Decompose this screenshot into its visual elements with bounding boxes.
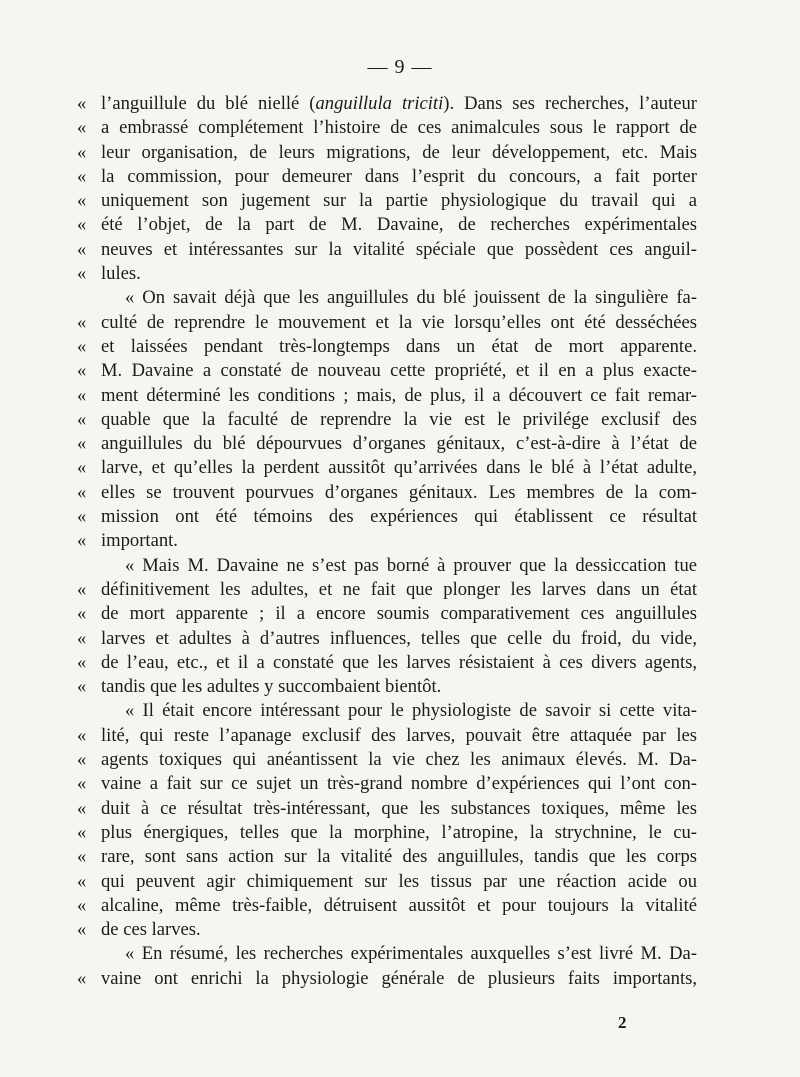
quote-mark: «: [77, 821, 87, 843]
quote-mark: «: [77, 190, 87, 212]
quote-mark: «: [77, 530, 87, 552]
quote-mark: «: [77, 433, 87, 455]
text-line: [77, 360, 697, 384]
line-text: a embrassé complétement l’histoire de ces animalcules sous le rapport de: [101, 117, 697, 139]
line-text: lules.: [101, 263, 141, 285]
text-line: [77, 166, 697, 190]
line-text: et laissées pendant très-longtemps dans un état de mort apparente.: [101, 335, 697, 357]
line-text: lité, qui reste l’apanage exclusif des larves, pouvait être attaquée par les: [101, 724, 697, 746]
text-line: [77, 385, 697, 409]
text-line: [77, 482, 697, 506]
quote-mark: «: [77, 506, 87, 528]
text-line: [77, 287, 697, 311]
quote-mark: «: [77, 481, 87, 503]
quote-mark: «: [77, 627, 87, 649]
line-text: définitivement les adultes, et ne fait que plonger les larves dans un état: [101, 578, 697, 600]
text-line: [77, 530, 697, 554]
quote-mark: «: [77, 749, 87, 771]
quote-mark: «: [77, 165, 87, 187]
line-text: M. Davaine a constaté de nouveau cette propriété, et il en a plus exacte-: [101, 360, 697, 382]
text-line: [77, 214, 697, 238]
line-text: larve, et qu’elles la perdent aussitôt qu’arrivées dans le blé à l’état adulte,: [101, 457, 697, 479]
text-line: [77, 433, 697, 457]
text-line: [77, 555, 697, 579]
quote-mark: «: [77, 797, 87, 819]
quote-mark: «: [77, 384, 87, 406]
line-text: plus énergiques, telles que la morphine, l’atropine, la strychnine, le cu-: [101, 821, 697, 843]
line-text: mission ont été témoins des expériences qui établissent ce résultat: [101, 506, 697, 528]
quote-mark: «: [77, 967, 87, 989]
text-line: [77, 117, 697, 141]
quote-mark: «: [77, 263, 87, 285]
line-text: culté de reprendre le mouvement et la vie lorsqu’elles ont été desséchées: [101, 311, 697, 333]
line-text: uniquement son jugement sur la partie physiologique du travail qui a: [101, 190, 697, 212]
text-line: [77, 895, 697, 919]
text-line: [77, 798, 697, 822]
line-text: été l’objet, de la part de M. Davaine, de recherches expérimentales: [101, 214, 697, 236]
text-line: [77, 603, 697, 627]
line-text: anguillules du blé dépourvues d’organes génitaux, c’est-à-dire à l’état de: [101, 433, 697, 455]
line-text: vaine a fait sur ce sujet un très-grand nombre d’expériences qui l’ont con-: [101, 773, 697, 795]
text-line: [77, 846, 697, 870]
text-line: [77, 263, 697, 287]
text-line: [77, 312, 697, 336]
quote-mark: «: [77, 238, 87, 260]
text-line: [77, 93, 697, 117]
line-text: rare, sont sans action sur la vitalité des anguillules, tandis que les corps: [101, 846, 697, 868]
quote-mark: «: [77, 676, 87, 698]
text-line: [77, 822, 697, 846]
line-text: agents toxiques qui anéantissent la vie chez les animaux élevés. M. Da-: [101, 749, 697, 771]
line-text: quable que la faculté de reprendre la vie est le privilége exclusif des: [101, 408, 697, 430]
text-line: [77, 409, 697, 433]
text-line: [77, 676, 697, 700]
line-text: larves et adultes à d’autres influences, telles que celle du froid, du vide,: [101, 627, 697, 649]
text-line: [77, 700, 697, 724]
quote-mark: «: [77, 603, 87, 625]
text-line: [77, 943, 697, 967]
quote-mark: «: [77, 311, 87, 333]
line-text: « On savait déjà que les anguillules du blé jouissent de la singulière fa-: [125, 287, 697, 309]
line-text: la commission, pour demeurer dans l’esprit du concours, a fait porter: [101, 165, 697, 187]
line-text: de mort apparente ; il a encore soumis comparativement ces anguillules: [101, 603, 697, 625]
line-text: elles se trouvent pourvues d’organes génitaux. Les membres de la com-: [101, 481, 697, 503]
text-line: [77, 749, 697, 773]
line-text: ment déterminé les conditions ; mais, de plus, il a découvert ce fait remar-: [101, 384, 697, 406]
text-line: [77, 652, 697, 676]
quote-mark: «: [77, 141, 87, 163]
line-text: qui peuvent agir chimiquement sur les tissus par une réaction acide ou: [101, 870, 697, 892]
line-text: tandis que les adultes y succombaient bientôt.: [101, 676, 442, 698]
text-line: [77, 190, 697, 214]
quote-mark: «: [77, 773, 87, 795]
quote-mark: «: [77, 578, 87, 600]
text-line: [77, 579, 697, 603]
quote-mark: «: [77, 335, 87, 357]
line-text: important.: [101, 530, 178, 552]
quote-mark: «: [77, 360, 87, 382]
text-line: [77, 336, 697, 360]
text-line: [77, 968, 697, 992]
text-line: [77, 506, 697, 530]
text-line: [77, 239, 697, 263]
text-line: [77, 871, 697, 895]
text-line: [77, 919, 697, 943]
line-text: duit à ce résultat très-intéressant, que les substances toxiques, même les: [101, 797, 697, 819]
quote-mark: «: [77, 724, 87, 746]
body-text: [77, 93, 697, 992]
text-line: [77, 628, 697, 652]
quote-mark: «: [77, 870, 87, 892]
quote-mark: «: [77, 408, 87, 430]
quote-mark: «: [77, 214, 87, 236]
text-line: [77, 725, 697, 749]
line-text: neuves et intéressantes sur la vitalité spéciale que possèdent ces anguil-: [101, 238, 697, 260]
quote-mark: «: [77, 894, 87, 916]
signature-mark: 2: [618, 1013, 627, 1032]
text-line: [77, 457, 697, 481]
quote-mark: «: [77, 457, 87, 479]
text-line: [77, 773, 697, 797]
line-text: « Il était encore intéressant pour le physiologiste de savoir si cette vita-: [125, 700, 697, 722]
text-line: [77, 142, 697, 166]
quote-mark: «: [77, 93, 87, 114]
line-text: l’anguillule du blé niellé (anguillula triciti). Dans ses recherches, l’auteur: [101, 93, 697, 114]
quote-mark: «: [77, 919, 87, 941]
line-text: « Mais M. Davaine ne s’est pas borné à prouver que la dessiccation tue: [125, 554, 697, 576]
quote-mark: «: [77, 846, 87, 868]
line-text: leur organisation, de leurs migrations, de leur développement, etc. Mais: [101, 141, 697, 163]
page-header: — 9 —: [367, 56, 433, 78]
line-text: « En résumé, les recherches expérimentales auxquelles s’est livré M. Da-: [125, 943, 697, 965]
line-text: alcaline, même très-faible, détruisent aussitôt et pour toujours la vitalité: [101, 894, 697, 916]
line-text: vaine ont enrichi la physiologie générale de plusieurs faits importants,: [101, 967, 697, 989]
quote-mark: «: [77, 117, 87, 139]
line-text: de l’eau, etc., et il a constaté que les larves résistaient à ces divers agents,: [101, 651, 697, 673]
line-text: de ces larves.: [101, 919, 201, 941]
quote-mark: «: [77, 651, 87, 673]
